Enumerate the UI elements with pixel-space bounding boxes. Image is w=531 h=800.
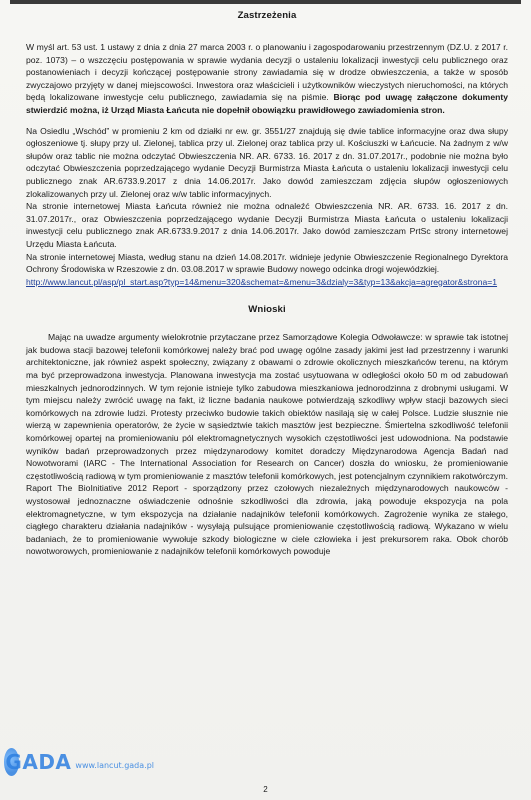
paragraph-legal-basis <box>26 41 508 117</box>
logo-text: GADA <box>5 750 72 774</box>
top-border <box>10 0 521 4</box>
paragraph-notice-boards: Na Osiedlu „Wschód” w promieniu 2 km od działki nr ew. gr. 3551/27 znajdują się dwie tablice informacyjne oraz dwa słupy ogłoszeniowe tj. słupy przy ul. Zielonej, tablica przy ul. Zielonej oraz tablica przy ul. Kościuszki w Łańcucie. Na żadnym z w/w słupów oraz tablic nie można odczytać Obwieszczenia NR. AR. 6733. 16. 2017 z dn. 31.07.2017r., podobnie nie można było odczytać Obwieszczenia poprzedzającego wydanie Decyzji Burmistrza Miasta Łańcuta o ustaleniu lokalizacji inwestycji celu publicznego znak AR.6733.9.2017 z dnia 14.06.2017r. Jako dowód zamieszczam zdjęcia słupów ogłoszeniowych zlokalizowanych przy ul. Zielonej oraz w/w tablic informacyjnych. <box>26 125 508 199</box>
document-content <box>26 8 508 558</box>
paragraph-legal-basis-conclusion: Biorąc pod uwagę załączone dokumenty stwierdzić można, iż Urząd Miasta Łańcuta nie dopełnił obowiązku prawidłowego zawiadomienia stron. <box>26 92 508 115</box>
paragraph-website-check: Na stronie internetowej Miasta Łańcuta również nie można odnaleźć Obwieszczenia NR. AR. 6733. 16. 2017 z dn. 31.07.2017r., oraz Obwieszczenia poprzedzającego wydanie Decyzji Burmistrza Miasta Łańcuta o ustaleniu lokalizacji inwestycji celu publicznego znak AR.6733.9.2017 z dnia 14.06.2017r. Jako dowód zamieszczam PrtSc strony internetowej Urzędu Miasta Łańcuta. <box>26 201 508 249</box>
section-heading-zastrzezenia: Zastrzeżenia <box>237 10 297 21</box>
watermark-logo <box>4 746 154 778</box>
page-number: 2 <box>263 785 268 794</box>
paragraph-website-status: Na stronie internetowej Miasta, według stanu na dzień 14.08.2017r. widnieje jedynie Obwieszczenie Regionalnego Dyrektora Ochrony Środowiska w Rzeszowie z dn. 03.08.2017 w sprawie Budowy nowego odcinka drogi wojewódzkiej. <box>26 251 508 275</box>
logo-url: www.lancut.gada.pl <box>75 760 154 770</box>
website-link[interactable]: http://www.lancut.pl/asp/pl_start.asp?typ=14&menu=320&schemat=&menu=3&dzialy=3&typ=13&akcja=agregator&strona=1 <box>26 276 498 287</box>
website-link-paragraph <box>26 276 508 289</box>
paragraph-legal-basis-text: W myśl art. 53 ust. 1 ustawy z dnia z dnia 27 marca 2003 r. o planowaniu i zagospodarowaniu przestrzennym (DZ.U. z 2017 r. poz. 1073) – o wszczęciu postępowania w sprawie wydania decyzji o ustaleniu lokalizacji inwestycji celu publicznego oraz postanowieniach i decyzji kończącej postępowanie strony zawiadamia się w drodze obwieszczenia, a także w sposób zwyczajowo przyjęty w danej miejscowości. Inwestora oraz właścicieli i użytkowników wieczystych nieruchomości, na których będą lokalizowane inwestycje celu publicznego, zawiadamia się na piśmie. <box>26 42 508 103</box>
paragraph-conclusions: Mając na uwadze argumenty wielokrotnie przytaczane przez Samorządowe Kolegia Odwoławcze: w sprawie tak istotnej jak budowa stacji bazowej telefonii komórkowej należy brać pod uwagę ogólne zasady jakimi jest ład przestrzenny i warunki architektoniczne, jak również aspekt społeczny, związany z obawami o zdrowie okolicznych mieszkańców terenu, na którym ma być przeprowadzona inwestycja. Planowana inwestycja ma zostać usytuowana w odległości około 50 m od zabudowań mieszkalnych jednorodzinnych. W tym rejonie istnieje tylko zabudowa mieszkaniowa jednorodzinna z drobnymi usługami. W tym miejscu należy zwrócić uwagę na fakt, iż liczne badania naukowe potwierdzają szkodliwy wpływ stacji bazowych sieci komórkowych na zdrowie ludzi. Protesty przeciwko budowie takich obiektów nasilają się w całej Polsce. Ludzie słusznie nie wierzą w zapewnienia operatorów, że życie w sąsiedztwie takich masztów jest bezpieczne. Śmiertelna szkodliwość telefonii komórkowej opartej na promieniowaniu pól elektromagnetycznych wysokich częstotliwości jest udowodniona. Na podstawie wyników badań przeprowadzonych przez międzynarodowy komitet doradczy Międzynarodowa Agencja Badań nad Nowotworami (IARC - The International Association for Research on Cancer) doszła do wniosku, że promieniowanie częstotliwością radiową w tym promieniowanie z masztów telefonii komórkowych, jest potencjalnym czynnikiem rakotwórczym. Raport The BioInitiative 2012 Report - sporządzony przez czołowych niezależnych międzynarodowych naukowców - wystosował jednoznaczne oświadczenie odnośnie szkodliwości dla zdrowia, jaką powoduje ekspozycja na pola elektromagnetyczne, w tym ekspozycja na działanie nadajników telefonii komórkowych. Zagrożenie wynika ze stałego, ciągłego charakteru działania nadajników - wysyłają pulsujące promieniowanie częstotliwością radiową. Wykazano w wielu badaniach, że to promieniowanie wywołuje szkody biologiczne w ciele człowieka i jest prekursorem raka. Obok chorób nowotworowych, promieniowanie z nadajników telefonii komórkowych powoduje <box>26 332 508 557</box>
section-heading-wnioski: Wnioski <box>248 304 286 316</box>
